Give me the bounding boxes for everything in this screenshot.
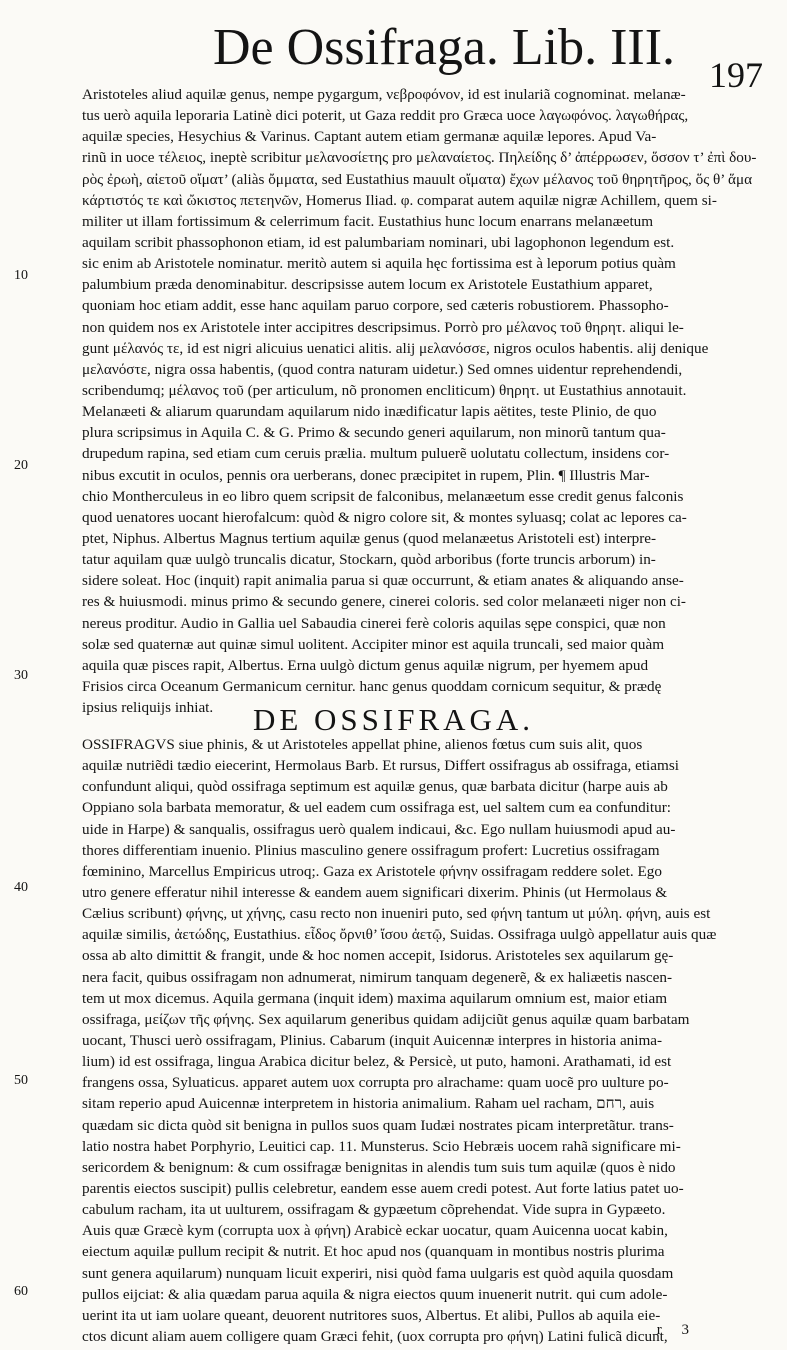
text-line: lium) id est ossifraga, lingua Arabica dicitur belez, & Persicè, ut puto, hamoni. Arathamati, id est <box>82 1053 672 1071</box>
text-line: ipsius reliquijs inhiat. <box>82 699 214 717</box>
text-line: uocant, Thusci uerò ossifragam, Plinius. Cabarum (inquit Auicennæ interpres in historia anima- <box>82 1031 663 1049</box>
text-line: chio Montherculeus in eo libro quem scripsit de falconibus, melanæetum esse credit genus falconis <box>82 487 684 505</box>
text-line: pullos eijciat: & alia quædam parua aquila & nigra eiectos quum inuenerit nutrit. qui cum adole- <box>82 1285 668 1303</box>
text-line: sericordem & benignum: & cum ossifragæ benignitas in alendis tum suis tum aquilæ (quos è nido <box>82 1158 676 1176</box>
section-heading: DE OSSIFRAGA. <box>252 702 535 737</box>
text-line: scribendumq; μέλανος τοῦ (per articulum, nõ pronomen encliticum) θηρητ. ut Eustathius annotauit. <box>82 381 687 399</box>
text-line: thores differentiam inuenio. Plinius masculino genere ossifragum profert: Lucretius ossifragam <box>82 841 660 859</box>
text-line: sidere soleat. Hoc (inquit) rapit animalia parua si quæ occurrunt, & etiam anates & aliquando anse- <box>82 572 684 590</box>
paragraph-ossifraga <box>82 734 772 1347</box>
text-line: tem ut mox dicemus. Aquila germana (inquit idem) maxima aquilarum omnium est, maior etiam <box>82 989 668 1007</box>
text-line: sunt genera aquilarum) nunquam licuit experiri, nisi quòd fama uulgaris est quòd aquila quosdam <box>82 1264 674 1282</box>
text-line: uerint ita ut iam uolare queant, deuorent nutritores suos, Albertus. Et alibi, Pullos ab aquila eie- <box>82 1306 661 1324</box>
text-line: militer ut illam fortissimum & celerrimum facit. Eustathius hunc locum enarrans melanæetum <box>82 212 654 230</box>
text-line: Oppiano sola barbata memoratur, & uel eadem cum ossifraga est, uel saltem cum ea confunditur: <box>82 799 671 817</box>
text-line: eiectum aquilæ pullum recipit & nutrit. Et hoc apud nos (quanquam in montibus nostris plurima <box>82 1243 665 1261</box>
text-line: sitam reperio apud Auicennæ interpretem in historia animalium. Raham uel racham, רחם, auis <box>82 1095 655 1113</box>
text-line: non quidem nos ex Aristotele inter accipitres descripsimus. Porrò pro μέλανος τοῦ θηρητ. aliqui le- <box>82 318 684 336</box>
text-line: fœminino, Marcellus Empiricus utroq;. Gaza ex Aristotele φήνην ossifragam reddere solet. Ego <box>82 862 662 880</box>
page-number: 197 <box>709 55 763 95</box>
text-line: drupedum rapina, sed etiam cum ceruis prælia. multum puluerẽ uolutatu collectum, insidens cor- <box>82 445 670 463</box>
text-line: aquilam scribit phassophonon etiam, id est palumbariam nominari, ubi lagophonon legendum est. <box>82 233 675 251</box>
text-line: solæ sed quaternæ aut quinæ simul uolitent. Accipiter minor est aquila truncali, sed maior quàm <box>82 635 665 653</box>
paragraph-melanaetus <box>82 84 772 718</box>
text-line: ρὸς ἐρωὴ, αἰετοῦ οἴματ’ (aliàs ὄμματα, sed Eustathius mauult οἴματα) ἔχων μέλανος τοῦ θηρητῆρος, ὅς θ’ ἅμα <box>82 170 753 188</box>
text-line: aquilæ species, Hesychius & Varinus. Captant autem etiam germanæ aquilæ lepores. Apud Va- <box>82 128 657 146</box>
text-line: aquilæ similis, ἀετώδης, Eustathius. εἶδος ὄρνιθ’ ἴσου ἀετῷ, Suidas. Ossifraga uulgò appellatur auis quæ <box>82 926 717 944</box>
text-line: quod uenatores uocant hierofalcum: quòd & nigro colore sit, & montes syluasq; colat ac lepores ca- <box>82 508 687 526</box>
line-number-30: 30 <box>14 668 28 683</box>
text-line: utro genere efferatur nihil interesse & eandem auem significari dixerim. Phinis (ut Hermolaus & <box>82 883 668 901</box>
text-line: gunt μέλανός τε, id est nigri alicuius uenatici alitis. alij μελανόσσε, nigros oculos habentis. alij denique <box>82 339 709 357</box>
text-line: rinũ in uoce τέλειος, ineptè scribitur μελανοσίετης pro μελαναίετος. Πηλείδης δ’ ἀπέρρωσεν, ὅσσον τ’ ἐπὶ δου- <box>82 149 757 167</box>
text-line: ptet, Niphus. Albertus Magnus tertium aquilæ genus (quod melanæetus Aristoteli est) interpre- <box>82 529 657 547</box>
text-line: frangens ossa, Syluaticus. apparet autem uox corrupta pro alrachame: quam uocẽ pro uulture po- <box>82 1074 669 1092</box>
line-number-40: 40 <box>14 880 28 895</box>
text-line: tus uerò aquila leporaria Latinè dici poterit, ut Gaza reddit pro Græca uoce λαγωφόνος. λαγωθήρας, <box>82 107 689 125</box>
text-line: OSSIFRAGVS siue phinis, & ut Aristoteles appellat phine, alienos fœtus cum suis alit, quos <box>82 736 643 753</box>
text-line: uide in Harpe) & sanqualis, ossifragus uerò qualem indicaui, &c. Ego nullam huiusmodi apud au- <box>82 820 676 838</box>
line-number-20: 20 <box>14 458 28 473</box>
text-line: ctos dicunt aliam auem colligere quam Græci fehit, (uox corrupta pro φήνη) Latini fulicã dicunt, <box>82 1327 668 1345</box>
running-title: De Ossifraga. Lib. III. <box>213 19 676 76</box>
text-line: Auis quæ Græcè kym (corrupta uox à φήνη) Arabicè eckar uocatur, quam Auicenna uocat kabin, <box>82 1222 668 1240</box>
text-line: Frisios circa Oceanum Germanicum cernitur. hanc genus quoddam cornicum sequitur, & prædę <box>82 677 662 695</box>
text-line: sic enim ab Aristotele nominatur. meritò autem si aquila hęc fortissima est à leporum potius quàm <box>82 255 676 273</box>
text-line: Melanæeti & aliarum quarundam aquilarum nido inædificatur lapis aëtites, teste Plinio, de quo <box>82 403 657 421</box>
text-line: quædam sic dicta quòd sit benigna in pullos suos quam Iudæi nostrates picam interpretãtur. trans- <box>82 1116 674 1134</box>
text-line: ossa ab alto dimittit & frangit, unde & hoc nomen accepit, Isidorus. Aristoteles sex aquilarum gę- <box>82 947 674 965</box>
text-line: palumbium præda denominabitur. descripsisse autem locum ex Aristotele Eustathium apparet, <box>82 276 653 294</box>
text-line: cabulum racham, ita ut uulturem, ossifragam & gypæetum cõprehendat. Vide supra in Gypæeto. <box>82 1201 666 1219</box>
text-line: Cælius scribunt) φήνης, ut χήνης, casu recto non inueniri puto, sed φήνη tantum ut μύλη. φήνη, auis est <box>82 905 711 923</box>
text-line: confundunt aliqui, quòd ossifraga septimum est aquilæ genus, quæ barbata dicitur (harpe auis ab <box>82 778 668 796</box>
line-number-10: 10 <box>14 268 28 283</box>
text-line: nibus excutit in oculos, pennis ora uerberans, donec præcipitet in rupem, Plin. ¶ Illustris Mar- <box>82 466 650 484</box>
text-line: aquila quæ pisces rapit, Albertus. Erna uulgò dictum genus aquilæ nigrum, per hyemem apud <box>82 656 649 674</box>
text-line: aquilæ nutriẽdi tædio eiecerint, Hermolaus Barb. Et rursus, Differt ossifragus ab ossifraga, etiamsi <box>82 757 679 775</box>
text-line: μελανόστε, nigra ossa habentis, (quod contra naturam uidetur.) Sed omnes uidentur reprehendendi, <box>82 360 683 378</box>
text-line: latio nostra habet Porphyrio, Leuitici cap. 11. Munsterus. Scio Hebræis uocem rahã significare mi- <box>82 1137 681 1155</box>
text-line: κάρτιστός τε καὶ ὤκιστος πετεηνῶν, Homerus Iliad. φ. comparat autem aquilæ nigræ Achillem, quem si- <box>82 191 717 209</box>
text-line: quoniam hoc etiam addit, esse hanc aquilam paruo corpore, sed cæteris robustiorem. Phassopho- <box>82 297 669 315</box>
line-number-60: 60 <box>14 1284 28 1299</box>
text-line: ossifraga, μείζων τῆς φήνης. Sex aquilarum generibus quidam adijciũt genus aquilæ quam barbatam <box>82 1010 690 1028</box>
line-number-50: 50 <box>14 1073 28 1088</box>
text-line: nera facit, quibus ossifragam non adnumerat, nimirum tanquam degenerẽ, & ex haliæetis nascen- <box>82 968 673 986</box>
text-line: res & huiusmodi. minus primo & secundo genere, cinerei coloris. sed color melanæeti niger non ci- <box>82 593 686 611</box>
text-line: parentis eiectos suscipit) pullis celebretur, eandem esse auem credi potest. Aut forte latius patet uo- <box>82 1179 684 1197</box>
text-line: nereus proditur. Audio in Gallia uel Sabaudia cinerei ferè coloris aquilas sępe conspici, quæ non <box>82 614 666 632</box>
text-line: tatur aquilam quæ uulgò truncalis dicatur, Stockarn, quòd arboribus (forte truncis arborum) in- <box>82 551 656 569</box>
text-line: plura scripsimus in Aquila C. & G. Primo & secundo generi aquilarum, non minorũ tantum qua- <box>82 424 666 442</box>
signature-mark: r 3 <box>656 1322 697 1338</box>
text-line: Aristoteles aliud aquilæ genus, nempe pygargum, νεβροφόνον, id est inulariã cognominat. melanæ- <box>82 86 686 103</box>
